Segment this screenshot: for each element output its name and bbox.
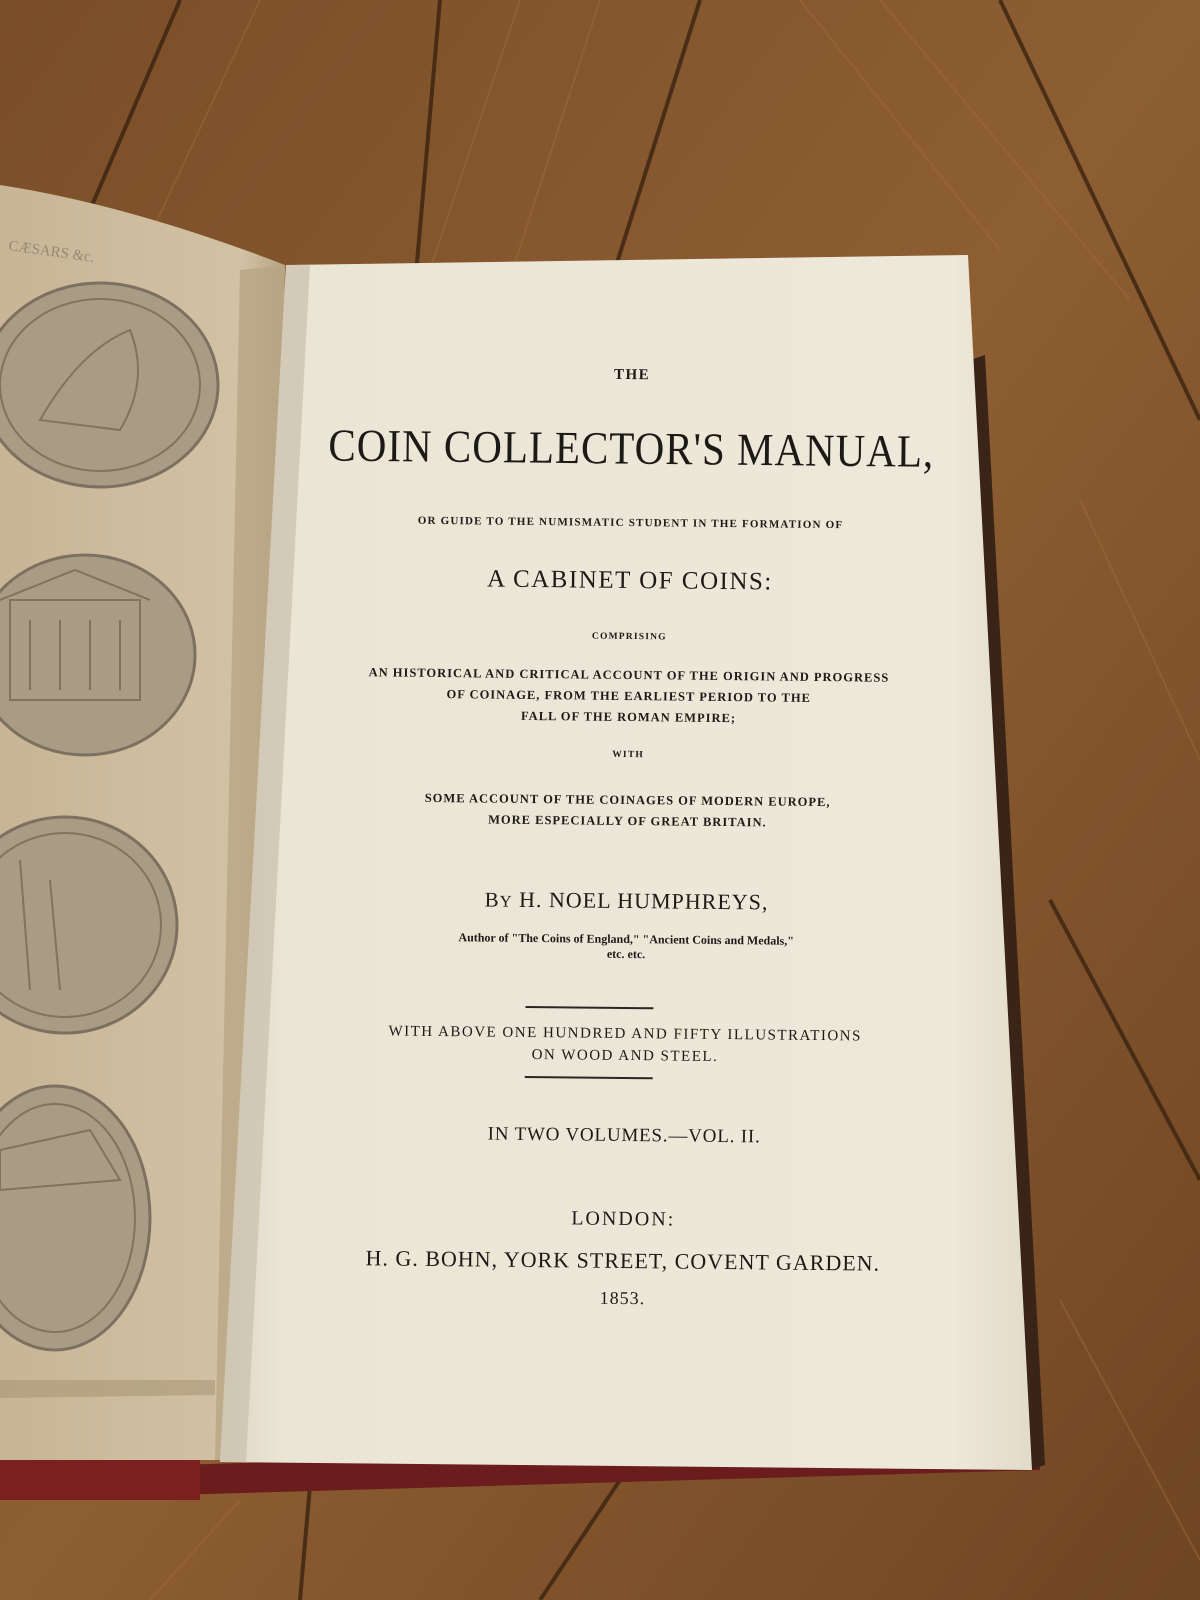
author-credits-line-2: etc. etc.: [606, 946, 646, 962]
divider-bottom: [525, 1076, 653, 1079]
tissue-bottom-edge: [0, 1380, 215, 1398]
plate-caption-text: CÆSARS &c.: [7, 238, 96, 267]
historical-account: [223, 661, 1034, 732]
title-the: THE: [613, 366, 651, 384]
author-name: H. NOEL HUMPHREYS,: [512, 886, 769, 915]
byline-y: Y: [499, 891, 513, 911]
comprising-label: COMPRISING: [591, 631, 667, 643]
publisher: H. G. BOHN, YORK STREET, COVENT GARDEN.: [365, 1245, 881, 1276]
modern-coinages: [222, 786, 1032, 836]
byline-b: B: [484, 887, 500, 912]
modern-line-1: SOME ACCOUNT OF THE COINAGES OF MODERN EUROPE,: [424, 790, 831, 810]
coin-1-image: [0, 283, 218, 487]
illustrations-line-1: WITH ABOVE ONE HUNDRED AND FIFTY ILLUSTRATIONS: [388, 1023, 862, 1045]
historical-line-3: FALL OF THE ROMAN EMPIRE;: [520, 708, 737, 726]
illustrations-line-2: ON WOOD AND STEEL.: [531, 1047, 719, 1065]
with-label: WITH: [612, 749, 645, 761]
publication-year: 1853.: [599, 1287, 646, 1309]
illustrations-note: [220, 1019, 1030, 1071]
historical-line-1: AN HISTORICAL AND CRITICAL ACCOUNT OF THE ORIGIN AND PROGRESS: [368, 665, 890, 685]
author-credits: [221, 928, 1031, 966]
book-subtitle: OR GUIDE TO THE NUMISMATIC STUDENT IN THE FORMATION OF: [417, 514, 844, 532]
cabinet-heading: A CABINET OF COINS:: [486, 565, 773, 596]
book-title: COIN COLLECTOR'S MANUAL,: [328, 419, 935, 477]
divider-top: [525, 1006, 653, 1009]
historical-line-2: OF COINAGE, FROM THE EARLIEST PERIOD TO THE: [446, 687, 811, 705]
author-byline: [221, 884, 1031, 918]
publication-city: LONDON:: [571, 1207, 676, 1231]
volume-info: IN TWO VOLUMES.—VOL. II.: [487, 1123, 761, 1148]
title-page: [216, 251, 1039, 1474]
modern-line-2: MORE ESPECIALLY OF GREAT BRITAIN.: [488, 812, 767, 830]
author-credits-line-1: Author of "The Coins of England," "Ancient Coins and Medals,": [458, 930, 794, 948]
